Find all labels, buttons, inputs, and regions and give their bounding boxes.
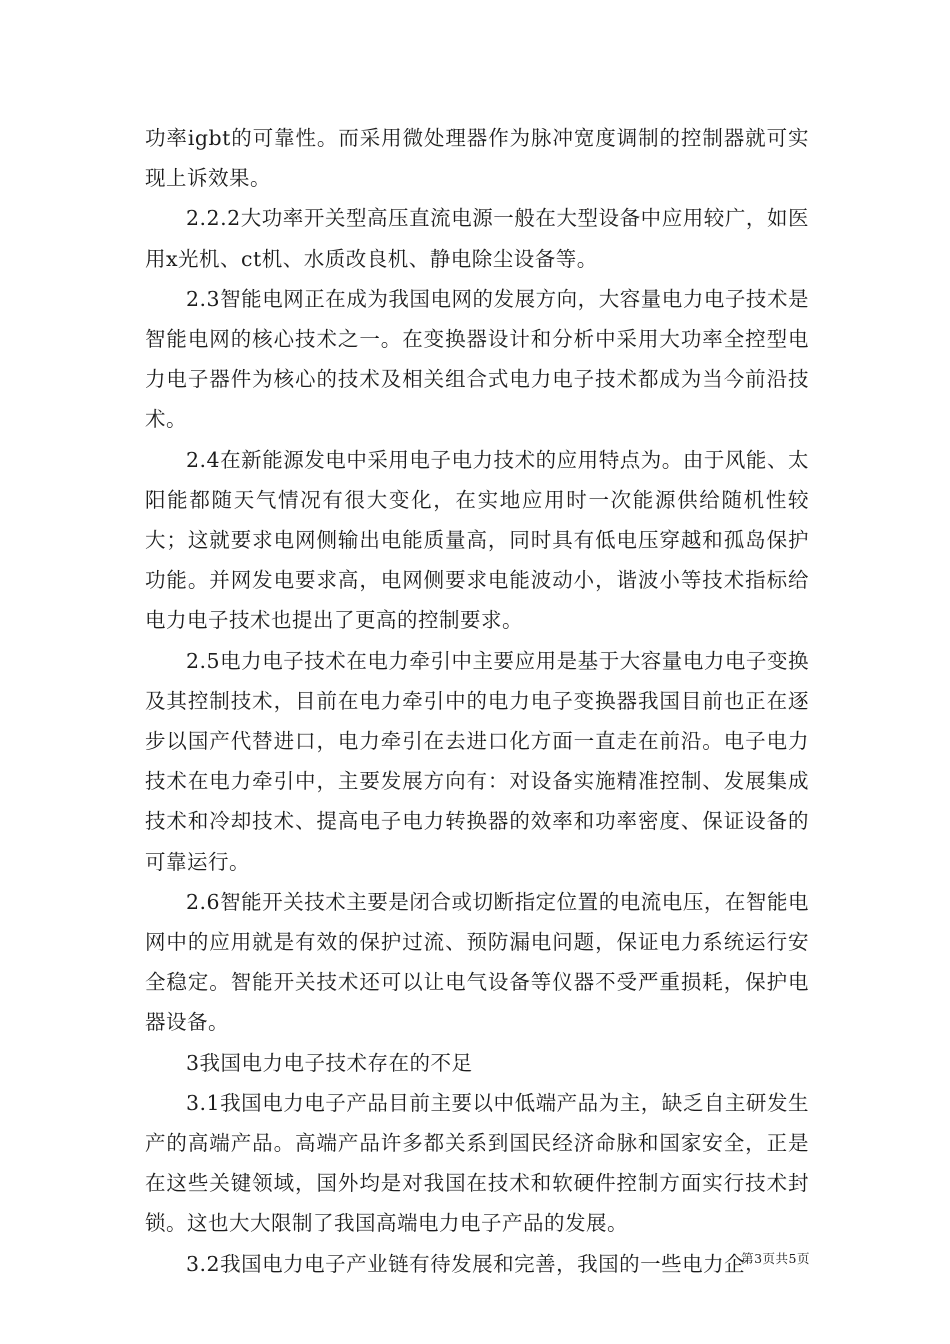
paragraph-2-3: 2.3智能电网正在成为我国电网的发展方向，大容量电力电子技术是智能电网的核心技术之一。在变换器设计和分析中采用大功率全控型电力电子器件为核心的技术及相关组合式电力电子技术都成为当今前沿技术。 [145,286,809,432]
paragraph-3-2: 3.2我国电力电子产业链有待发展和完善，我国的一些电力企 [186,1251,746,1276]
paragraph-2-5: 2.5电力电子技术在电力牵引中主要应用是基于大容量电力电子变换及其控制技术，目前在电力牵引中的电力电子变换器我国目前也正在逐步以国产代替进口，电力牵引在去进口化方面一直走在前沿。电子电力技术在电力牵引中，主要发展方向有：对设备实施精准控制、发展集成技术和冷却技术、提高电子电力转换器的效率和功率密度、保证设备的可靠运行。 [145,648,809,874]
section-heading-3: 3我国电力电子技术存在的不足 [186,1050,473,1075]
paragraph-2-6: 2.6智能开关技术主要是闭合或切断指定位置的电流电压，在智能电网中的应用就是有效的保护过流、预防漏电问题，保证电力系统运行安全稳定。智能开关技术还可以让电气设备等仪器不受严重损耗，保护电器设备。 [145,889,809,1035]
paragraph-continued: 功率igbt的可靠性。而采用微处理器作为脉冲宽度调制的控制器就可实现上诉效果。 [145,126,809,191]
paragraph-2-2-2: 2.2.2大功率开关型高压直流电源一般在大型设备中应用较广，如医用x光机、ct机、水质改良机、静电除尘设备等。 [145,206,809,271]
paragraph-2-4: 2.4在新能源发电中采用电子电力技术的应用特点为。由于风能、太阳能都随天气情况有很大变化，在实地应用时一次能源供给随机性较大；这就要求电网侧输出电能质量高，同时具有低电压穿越和孤岛保护功能。并网发电要求高，电网侧要求电能波动小，谐波小等技术指标给电力电子技术也提出了更高的控制要求。 [145,447,809,633]
page-number-footer: 第3页共5页 [741,1251,810,1266]
paragraph-3-1: 3.1我国电力电子产品目前主要以中低端产品为主，缺乏自主研发生产的高端产品。高端产品许多都关系到国民经济命脉和国家安全，正是在这些关键领域，国外均是对我国在技术和软硬件控制方面实行技术封锁。这也大大限制了我国高端电力电子产品的发展。 [145,1090,809,1236]
document-body [145,118,809,1284]
